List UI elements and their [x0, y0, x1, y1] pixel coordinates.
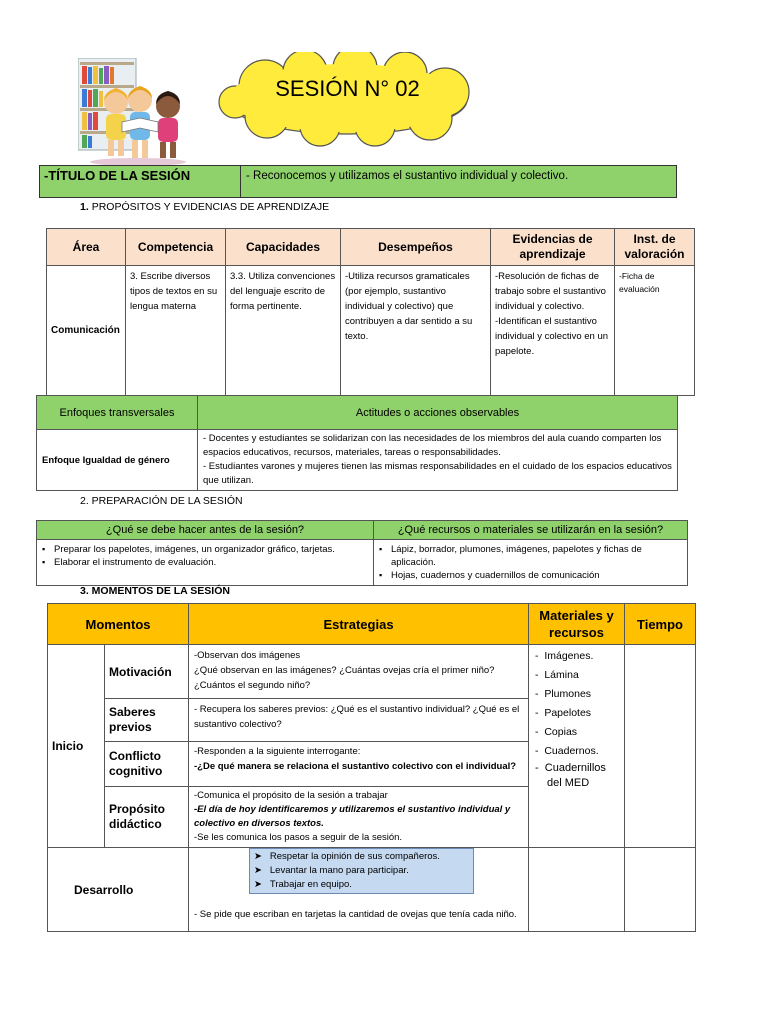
conflicto-line1: -Responden a la siguiente interrogante: — [194, 746, 361, 757]
motivacion-line1: -Observan dos imágenes — [194, 650, 301, 661]
recursos-list — [374, 540, 688, 586]
material-item: - Imágenes. — [535, 650, 594, 662]
material-item: - Lámina — [535, 669, 579, 681]
section3-heading: 3. MOMENTOS DE LA SESIÓN — [80, 585, 230, 597]
conflicto-strategy — [189, 742, 529, 787]
antes-item: ▪ Preparar los papelotes, imágenes, un organizador gráfico, tarjetas. — [42, 543, 368, 556]
material-item: - Cuadernillos del MED — [535, 762, 606, 789]
col-competencia: Competencia — [126, 229, 226, 266]
evidencia-2: -Identifican el sustantivo individual y colectivo en un papelote. — [495, 316, 609, 357]
propositos-table — [46, 228, 695, 396]
col-evidencias: Evidencias de aprendizaje — [491, 229, 615, 266]
materiales-desarrollo — [529, 848, 625, 932]
enfoques-col1: Enfoques transversales — [37, 396, 198, 430]
enfoques-table — [36, 395, 678, 491]
proposito-label: Propósito didáctico — [105, 787, 189, 848]
recurso-item: ▪ Hojas, cuadernos y cuadernillos de comunicación — [379, 569, 682, 582]
title-cloud — [205, 52, 490, 147]
conflicto-label: Conflicto cognitivo — [105, 742, 189, 787]
conflicto-line2: -¿De qué manera se relaciona el sustantivo colectivo con el individual? — [194, 761, 517, 772]
saberes-label: Saberes previos — [105, 699, 189, 742]
session-title: SESIÓN N° 02 — [275, 76, 420, 101]
material-item: - Plumones — [535, 688, 592, 700]
motivacion-label: Motivación — [105, 645, 189, 699]
titulo-row — [39, 165, 677, 198]
material-item: - Papelotes — [535, 707, 592, 719]
saberes-strategy: - Recupera los saberes previos: ¿Qué es el sustantivo individual? ¿Qué es el sustantivo colectivo? — [189, 699, 529, 742]
actitudes-value — [198, 430, 678, 491]
col-tiempo: Tiempo — [625, 604, 696, 645]
capacidades-value: 3.3. Utiliza convenciones del lenguaje escrito de forma pertinente. — [226, 266, 341, 396]
section2-heading: 2. PREPARACIÓN DE LA SESIÓN — [80, 495, 243, 507]
actitud-2: - Estudiantes varones y mujeres tienen las mismas responsabilidades en el cuidado de los espacios educativos que utilizan. — [203, 461, 672, 486]
children-reading-illustration — [78, 58, 193, 168]
instrumento-value: -Ficha de evaluación — [615, 266, 695, 396]
actitud-1: - Docentes y estudiantes se solidarizan con las necesidades de los miembros del aula cuando comparten los espacios educativos, recursos, materiales, tareas o responsabilidades. — [203, 433, 662, 458]
proposito-line1: -Comunica el propósito de la sesión a trabajar — [194, 790, 388, 801]
col-materiales: Materiales y recursos — [529, 604, 625, 645]
section1-heading: 1. PROPÓSITOS Y EVIDENCIAS DE APRENDIZAJE — [80, 201, 330, 213]
preparacion-col2: ¿Qué recursos o materiales se utilizarán en la sesión? — [374, 521, 688, 540]
evidencia-1: -Resolución de fichas de trabajo sobre el sustantivo individual y colectivo. — [495, 271, 606, 312]
inicio-label: Inicio — [48, 645, 105, 848]
motivacion-strategy — [189, 645, 529, 699]
preparacion-table — [36, 520, 688, 586]
material-item: - Copias — [535, 726, 578, 738]
col-instrumento: Inst. de valoración — [615, 229, 695, 266]
col-area: Área — [47, 229, 126, 266]
proposito-line2: -El día de hoy identificaremos y utilizaremos el sustantivo individual y colectivo en diversos textos. — [194, 804, 511, 829]
col-desempenos: Desempeños — [341, 229, 491, 266]
area-value: Comunicación — [47, 266, 126, 396]
col-estrategias: Estrategias — [189, 604, 529, 645]
norma-item: ➤ Respetar la opinión de sus compañeros. — [254, 851, 440, 862]
proposito-line3: -Se les comunica los pasos a seguir de la sesión. — [194, 832, 403, 843]
titulo-label: -TÍTULO DE LA SESIÓN — [44, 168, 191, 183]
desarrollo-text: - Se pide que escriban en tarjetas la cantidad de ovejas que tenía cada niño. — [194, 909, 517, 920]
desarrollo-strategy — [189, 848, 529, 932]
recurso-item: ▪ Lápiz, borrador, plumones, imágenes, papelotes y fichas de aplicación. — [379, 543, 682, 569]
evidencias-value — [491, 266, 615, 396]
enfoques-col2: Actitudes o acciones observables — [198, 396, 678, 430]
norma-item: ➤ Levantar la mano para participar. — [254, 865, 409, 876]
tiempo-desarrollo — [625, 848, 696, 932]
desarrollo-label: Desarrollo — [48, 848, 189, 932]
material-item: - Cuadernos. — [535, 745, 599, 757]
desempenos-value: -Utiliza recursos gramaticales (por ejemplo, sustantivo individual y colectivo) que contribuyen a dar sentido a su texto. — [341, 266, 491, 396]
titulo-value: - Reconocemos y utilizamos el sustantivo individual y colectivo. — [246, 170, 569, 182]
normas-box — [249, 848, 474, 894]
tiempo-inicio — [625, 645, 696, 848]
enfoque-value: Enfoque Igualdad de género — [37, 430, 198, 491]
materiales-list — [529, 645, 625, 848]
momentos-table — [47, 603, 696, 932]
competencia-value: 3. Escribe diversos tipos de textos en su lengua materna — [126, 266, 226, 396]
col-momentos: Momentos — [48, 604, 189, 645]
motivacion-line2: ¿Qué observan en las imágenes? ¿Cuántas ovejas cría el primer niño? ¿Cuántos el segundo niño? — [194, 665, 495, 691]
col-capacidades: Capacidades — [226, 229, 341, 266]
antes-list — [37, 540, 374, 586]
antes-item: ▪ Elaborar el instrumento de evaluación. — [42, 556, 368, 569]
norma-item: ➤ Trabajar en equipo. — [254, 879, 352, 890]
proposito-strategy — [189, 787, 529, 848]
preparacion-col1: ¿Qué se debe hacer antes de la sesión? — [37, 521, 374, 540]
